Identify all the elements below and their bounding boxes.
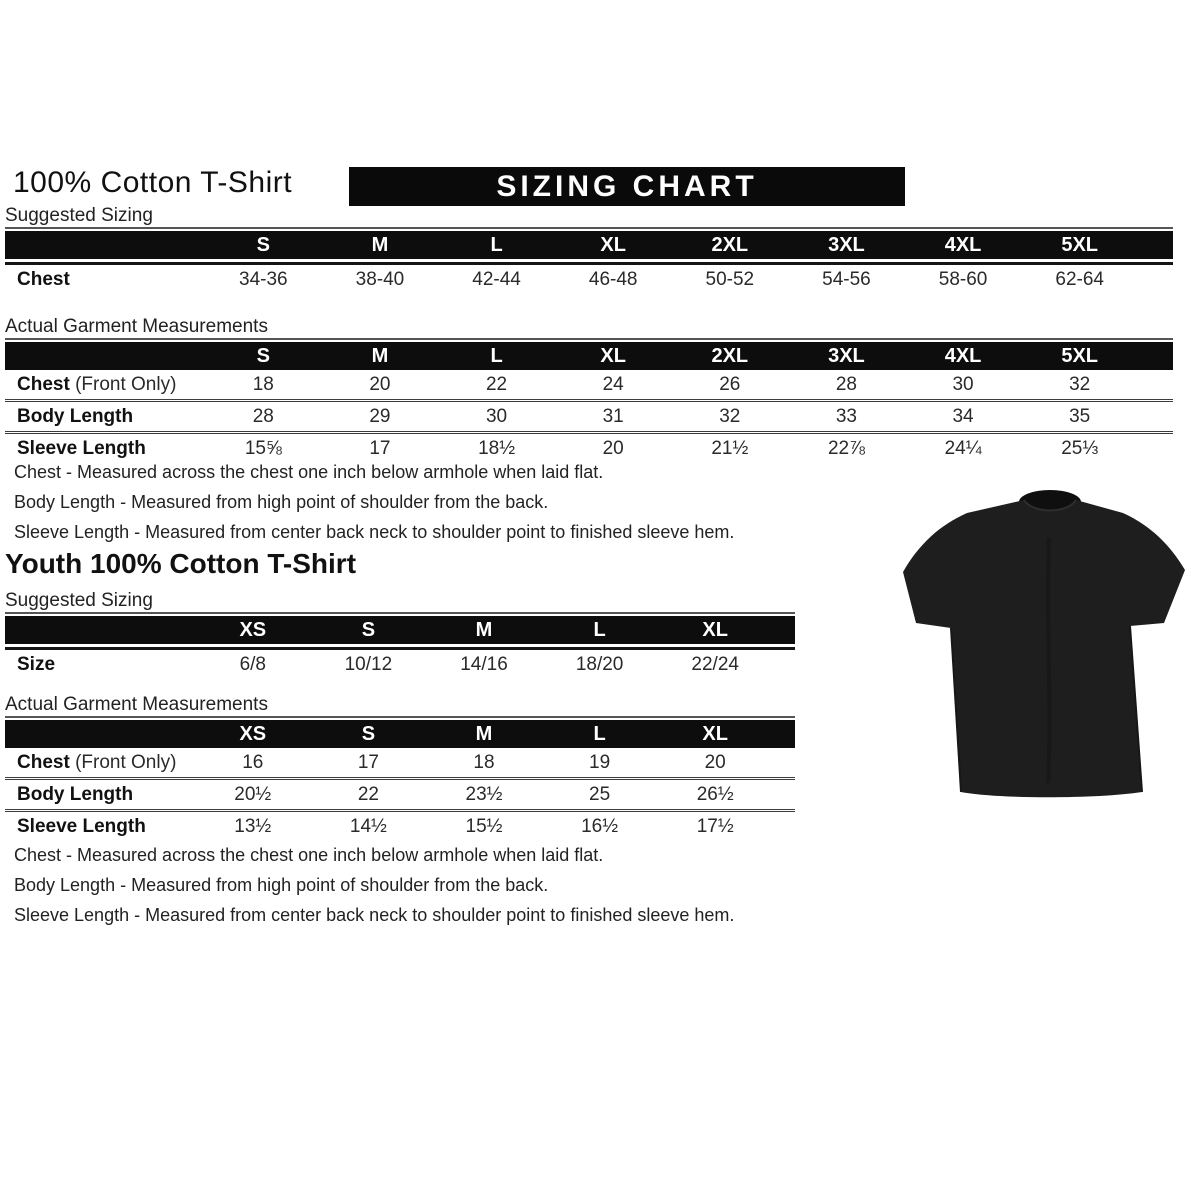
value-cell: 32: [1069, 373, 1091, 395]
size-cell: XL: [702, 722, 728, 745]
tshirt-image: [897, 478, 1195, 808]
size-cell: 5XL: [1061, 233, 1099, 256]
row-label: Body Length: [17, 405, 134, 427]
actual-measurements-label: Actual Garment Measurements: [5, 694, 268, 715]
youth-size-row: [5, 650, 795, 680]
size-cell: M: [371, 344, 389, 367]
value-cell: 62-64: [1055, 269, 1104, 290]
size-cell: XS: [239, 618, 267, 641]
size-cell: 3XL: [828, 344, 865, 367]
adult-suggested-section: [5, 205, 1173, 295]
value-cell: 20: [369, 373, 391, 395]
value-cell: 25: [589, 783, 611, 805]
value-cell: 10/12: [344, 654, 393, 675]
value-cell: 22: [357, 783, 379, 805]
value-cell: 18: [473, 751, 495, 773]
value-cell: 28: [835, 373, 857, 395]
value-cell: 22⅞: [827, 437, 865, 459]
measurement-note: Chest - Measured across the chest one inch below armhole when laid flat.: [14, 462, 604, 482]
value-cell: 23½: [465, 783, 503, 805]
value-cell: 29: [369, 405, 391, 427]
youth-measurement-notes: [14, 845, 804, 935]
size-cell: M: [475, 618, 493, 641]
size-cell: L: [593, 722, 606, 745]
value-cell: 22: [485, 373, 508, 395]
size-cell: S: [361, 722, 376, 745]
measurement-note: Sleeve Length - Measured from center back neck to shoulder point to finished sleeve hem.: [14, 905, 735, 925]
size-cell: XS: [239, 722, 267, 745]
size-cell: L: [593, 618, 606, 641]
size-cell: XL: [600, 233, 626, 256]
value-cell: 25⅓: [1061, 437, 1099, 459]
adult-actual-header-row: [5, 342, 1173, 370]
size-cell: S: [256, 233, 270, 256]
value-cell: 58-60: [938, 269, 988, 290]
size-cell: L: [490, 233, 503, 256]
value-cell: 15½: [465, 815, 503, 837]
size-cell: L: [490, 344, 503, 367]
value-cell: 14½: [349, 815, 387, 837]
value-cell: 31: [602, 405, 624, 427]
value-cell: 18/20: [575, 654, 624, 675]
adult-sleeve-length-row: [5, 431, 1173, 463]
value-cell: 15⅝: [244, 437, 282, 459]
value-cell: 21½: [711, 437, 749, 459]
value-cell: 13½: [234, 815, 272, 837]
value-cell: 20½: [234, 783, 272, 805]
value-cell: 24: [602, 373, 624, 395]
actual-measurements-label: Actual Garment Measurements: [5, 316, 268, 337]
measurement-note: Chest - Measured across the chest one inch below armhole when laid flat.: [14, 845, 604, 865]
youth-body-length-row: [5, 777, 795, 809]
adult-body-length-row: [5, 399, 1173, 431]
adult-chest-row: [5, 370, 1173, 399]
adult-actual-section: [5, 316, 1173, 463]
youth-title: Youth 100% Cotton T-Shirt: [5, 548, 357, 579]
page-title: 100% Cotton T-Shirt: [13, 166, 293, 199]
size-cell: 5XL: [1061, 344, 1099, 367]
measurement-note: Sleeve Length - Measured from center back neck to shoulder point to finished sleeve hem.: [14, 522, 735, 542]
black-tshirt-graphic: [897, 478, 1195, 808]
size-cell: S: [361, 618, 376, 641]
value-cell: 16: [242, 751, 264, 773]
row-label: Size: [17, 654, 56, 675]
value-cell: 14/16: [460, 654, 508, 675]
adult-chest-suggested-row: [5, 265, 1173, 295]
adult-measurement-notes: [14, 462, 804, 552]
value-cell: 17: [369, 437, 391, 459]
size-cell: 2XL: [711, 233, 749, 256]
adult-suggested-header-row: [5, 231, 1173, 259]
row-label-suffix: (Front Only): [69, 751, 177, 773]
size-cell: 3XL: [828, 233, 865, 256]
suggested-sizing-label: Suggested Sizing: [5, 590, 153, 611]
value-cell: 17½: [696, 815, 734, 837]
row-label: Chest: [17, 751, 70, 773]
size-cell: XL: [702, 618, 728, 641]
row-label: Chest: [17, 373, 70, 395]
youth-chest-row: [5, 748, 795, 777]
value-cell: 6/8: [239, 654, 266, 675]
youth-sleeve-length-row: [5, 809, 795, 841]
size-cell: 4XL: [944, 344, 982, 367]
value-cell: 32: [719, 405, 741, 427]
value-cell: 20: [602, 437, 624, 459]
size-cell: M: [475, 722, 493, 745]
value-cell: 26½: [696, 783, 734, 805]
value-cell: 38-40: [355, 269, 405, 290]
measurement-note: Body Length - Measured from high point of shoulder from the back.: [14, 492, 549, 512]
row-label: Sleeve Length: [17, 815, 146, 837]
measurement-note: Body Length - Measured from high point of shoulder from the back.: [14, 875, 549, 895]
size-cell: 2XL: [711, 344, 749, 367]
value-cell: 34: [952, 405, 974, 427]
size-cell: M: [371, 233, 389, 256]
suggested-sizing-label: Suggested Sizing: [5, 205, 153, 226]
value-cell: 46-48: [588, 269, 638, 290]
row-label-suffix: (Front Only): [69, 373, 177, 395]
value-cell: 16½: [581, 815, 619, 837]
value-cell: 35: [1069, 405, 1091, 427]
value-cell: 19: [589, 751, 611, 773]
youth-suggested-header-row: [5, 616, 795, 644]
value-cell: 33: [835, 405, 857, 427]
value-cell: 24¼: [944, 437, 982, 459]
value-cell: 34-36: [239, 269, 288, 290]
value-cell: 42-44: [472, 269, 521, 290]
value-cell: 18: [252, 373, 274, 395]
youth-actual-section: [5, 694, 795, 841]
size-cell: 4XL: [944, 233, 982, 256]
value-cell: 17: [357, 751, 379, 773]
value-cell: 50-52: [705, 269, 755, 290]
row-label: Sleeve Length: [17, 437, 146, 459]
youth-suggested-section: [5, 590, 795, 680]
value-cell: 28: [252, 405, 274, 427]
size-cell: S: [256, 344, 270, 367]
row-label: Chest: [17, 269, 70, 290]
sizing-chart-banner: [349, 167, 905, 206]
value-cell: 30: [485, 405, 508, 427]
value-cell: 26: [719, 373, 741, 395]
value-cell: 54-56: [822, 269, 871, 290]
size-cell: XL: [600, 344, 626, 367]
value-cell: 22/24: [691, 654, 739, 675]
value-cell: 20: [704, 751, 726, 773]
row-label: Body Length: [17, 783, 134, 805]
value-cell: 18½: [478, 437, 516, 459]
value-cell: 30: [952, 373, 974, 395]
youth-actual-header-row: [5, 720, 795, 748]
sizing-chart-banner-text: SIZING CHART: [496, 169, 758, 203]
